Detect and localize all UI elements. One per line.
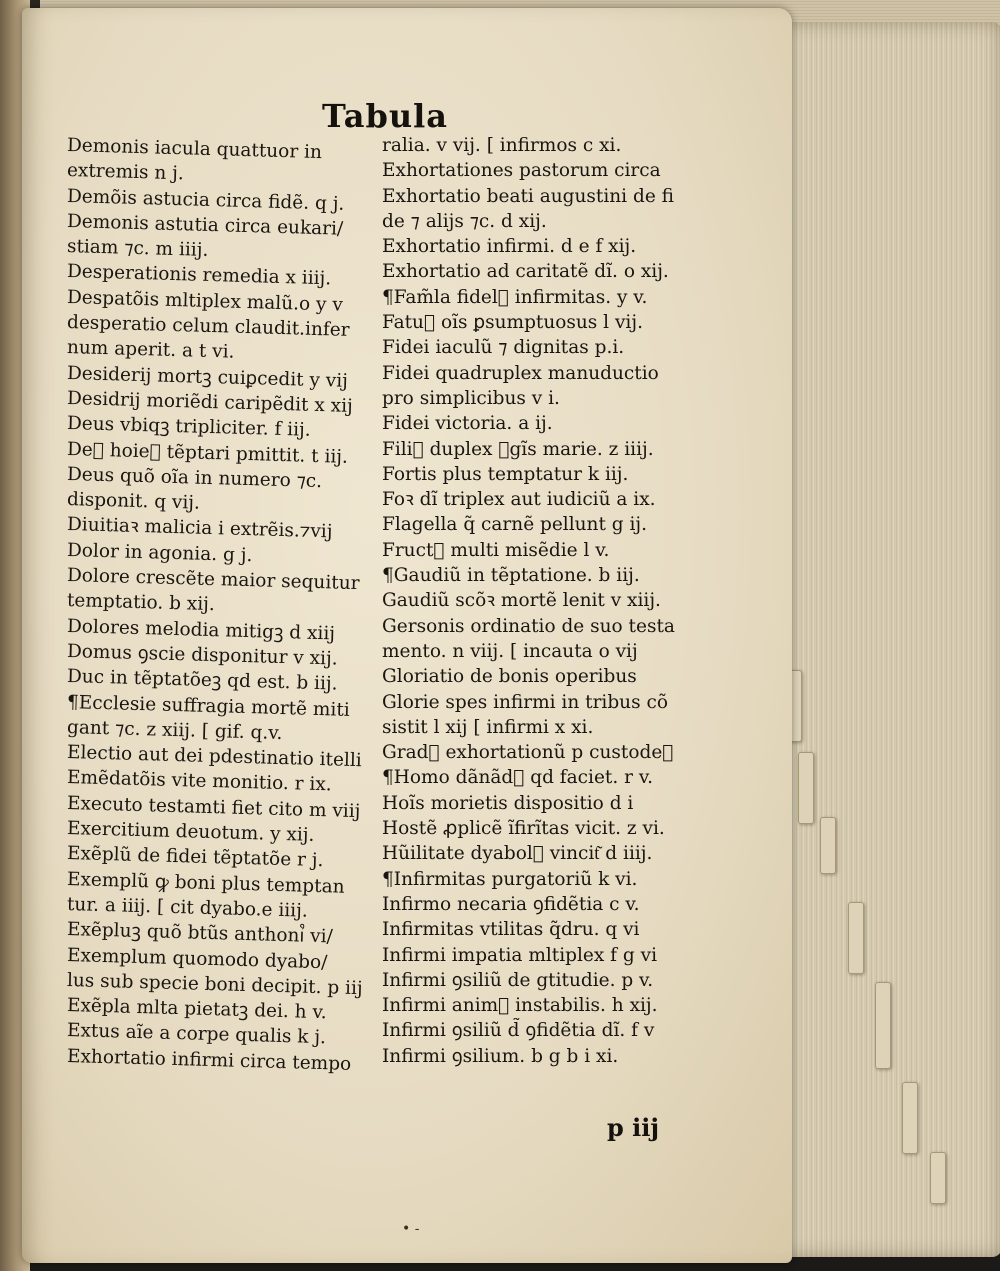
index-entry: Emẽdatõis vite monitio. r ix. (66, 767, 332, 796)
page-text-area (66, 93, 717, 1237)
index-entry: Fidei quadruplex manuductio (382, 362, 659, 384)
index-entry: Fortis plus temptatur k iij. (382, 463, 629, 485)
index-entry: extremis n j. (66, 160, 185, 185)
index-entry: gant ⁊c. z xiij. [ gif. q.v. (66, 716, 283, 744)
index-entry: tur. a iiij. [ cit dyabo.e iiij. (66, 893, 309, 922)
index-entry: Domus ꝯscie disponitur v xij. (66, 640, 338, 670)
index-entry: Gaudiũ scõꝛ mortẽ lenit v xiij. (382, 590, 661, 612)
index-column-left (66, 133, 367, 1075)
index-entry: Fruct᷒ multi misẽdie l v. (382, 539, 610, 561)
index-entry: Demõis astucia circa fidẽ. q j. (66, 185, 345, 215)
tab-marker (848, 902, 864, 974)
tab-marker (902, 1082, 918, 1154)
index-entry: num aperit. a t vi. (66, 337, 235, 364)
index-entry: Desperationis remedia x iiij. (66, 261, 332, 290)
index-entry: Dolor in agonia. g j. (66, 539, 253, 566)
index-entry: ¶Fam̃la fidel᷑ infirmitas. y v. (382, 286, 648, 308)
index-entry: Demonis astutia circa eukari/ (66, 210, 344, 240)
index-entry: Exercitium deuotum. y xij. (66, 818, 315, 846)
index-entry: Fili᷒ duplex ỽgĩs marie. z iiij. (382, 438, 654, 460)
index-entry: ¶Ecclesie suffragia mortẽ miti (66, 691, 350, 721)
index-entry: Exemplũ ꝙ boni plus temptan (66, 868, 345, 898)
index-entry: Gloriatio de bonis operibus (382, 666, 637, 688)
index-column-right (382, 133, 712, 1069)
index-entry: Desiderij mortꝫ cuiꝑcedit y vij (66, 362, 349, 392)
index-entry: Deus quõ oĩa in numero ⁊c. (66, 463, 323, 492)
index-entry: Electio aut dei pdestinatio itelli (66, 742, 362, 772)
tab-marker (930, 1152, 946, 1204)
index-entry: Fidei victoria. a ij. (382, 413, 553, 435)
book-page (22, 8, 792, 1263)
index-entry: Duc in tẽptatõeꝫ qd est. b iij. (66, 666, 338, 695)
index-entry: Infirmi ꝯsiliũ de gtitudie. p v. (382, 969, 654, 991)
index-entry: ¶Gaudiũ in tẽptatione. b iij. (382, 565, 640, 587)
index-entry: Demonis iacula quattuor in (66, 135, 323, 164)
index-entry: stiam ⁊c. m iiij. (66, 236, 209, 262)
index-entry: Gersonis ordinatio de suo testa (382, 615, 675, 637)
index-entry: ralia. v vij. [ infirmos c xi. (382, 135, 622, 156)
index-entry: Infirmo necaria ꝯfidẽtia c v. (382, 893, 640, 915)
index-entry: Deus vbiqꝫ tripliciter. f iij. (66, 413, 311, 442)
index-entry: lus sub specie boni decipit. p iij (66, 969, 363, 1000)
index-entry: Exhortatio infirmi circa tempo (66, 1045, 352, 1075)
index-entry: ¶Infirmitas purgatoriũ k vi. (382, 868, 638, 890)
index-entry: pro simplicibus v i. (382, 387, 560, 409)
index-entry: Hostẽ ꝓplicẽ ĩfirĩtas vicit. z vi. (382, 818, 665, 840)
signature-mark: p iij (607, 1113, 660, 1142)
index-entry: Infirmi ꝯsilium. b g b i xi. (382, 1045, 619, 1067)
index-entry: ¶Homo dãnãd᷒ qd faciet. r v. (382, 767, 653, 789)
index-entry: Exẽpla mlta pietatꝫ dei. h v. (66, 995, 327, 1024)
index-entry: Grad᷒ exhortationũ p custodeꝫ (382, 742, 674, 764)
dust-mark: • - (402, 1221, 420, 1237)
index-entry: Exhortatio infirmi. d e f xij. (382, 236, 637, 258)
index-entry: Exhortatio ad caritatẽ dĩ. o xij. (382, 261, 669, 283)
index-entry: De᷒ hoieꝫ tẽptari pmittit. t iij. (66, 438, 349, 468)
index-entry: sistit l xij [ infirmi x xi. (382, 716, 594, 738)
index-entry: disponit. q vij. (66, 489, 201, 514)
tab-marker (875, 982, 891, 1069)
index-entry: Flagella q̃ carnẽ pellunt g ij. (382, 514, 648, 536)
index-entry: Extus aĩe a corpe qualis k j. (66, 1020, 327, 1049)
index-entry: desperatio celum claudit.infer (66, 312, 350, 341)
index-entry: Fatu᷒ oĩs ꝑsumptuosus l vij. (382, 312, 643, 334)
index-entry: Glorie spes infirmi in tribus cõ (382, 691, 668, 713)
index-entry: Infirmi impatia mltiplex f g vi (382, 944, 657, 966)
index-entry: Exhortatio beati augustini de fi (382, 185, 674, 207)
index-entry: Diuitiaꝛ malicia i extrẽis.⁊vij (66, 514, 333, 543)
page-stack-right-edge (780, 22, 1000, 1257)
index-entry: Fidei iaculũ ⁊ dignitas p.i. (382, 337, 625, 359)
index-entry: de ⁊ alijs ⁊c. d xij. (382, 210, 547, 232)
index-entry: Foꝛ dĩ triplex aut iudiciũ a ix. (382, 489, 656, 511)
index-entry: mento. n viij. [ incauta o vij (382, 640, 638, 662)
index-entry: Despatõis mltiplex malũ.o y v (66, 286, 344, 316)
index-entry: Exhortationes pastorum circa (382, 160, 661, 182)
index-entry: Hũilitate dyabol᷒ vincit͂ d iiij. (382, 843, 653, 865)
index-entry: Dolore crescẽte maior sequitur (66, 565, 360, 595)
index-entry: Exẽplũ de fidei tẽptatõe r j. (66, 843, 324, 872)
index-entry: Exemplum quomodo dyabo/ (66, 944, 328, 973)
index-entry: Infirmi anim᷒ instabilis. h xij. (382, 995, 658, 1017)
index-entry: Desidrij moriẽdi caripẽdit x xij (66, 387, 354, 417)
index-entry: Hoĩs morietis dispositio d i (382, 792, 634, 814)
tab-marker (820, 817, 836, 874)
index-entry: Infirmi ꝯsiliũ d̃ ꝯfidẽtia dĩ. f v (382, 1020, 655, 1042)
index-entry: Dolores melodia mitigꝫ d xiij (66, 615, 336, 645)
index-entry: Executo testamti fiet cito m viij (66, 792, 361, 822)
index-entry: temptatio. b xij. (66, 590, 216, 616)
index-entry: Infirmitas vtilitas q̃dru. q vi (382, 919, 640, 941)
page-header-title: Tabula (322, 97, 449, 135)
tab-marker (798, 752, 814, 824)
index-entry: Exẽpluꝫ quõ btũs anthoni᷒ vi/ (66, 919, 334, 948)
